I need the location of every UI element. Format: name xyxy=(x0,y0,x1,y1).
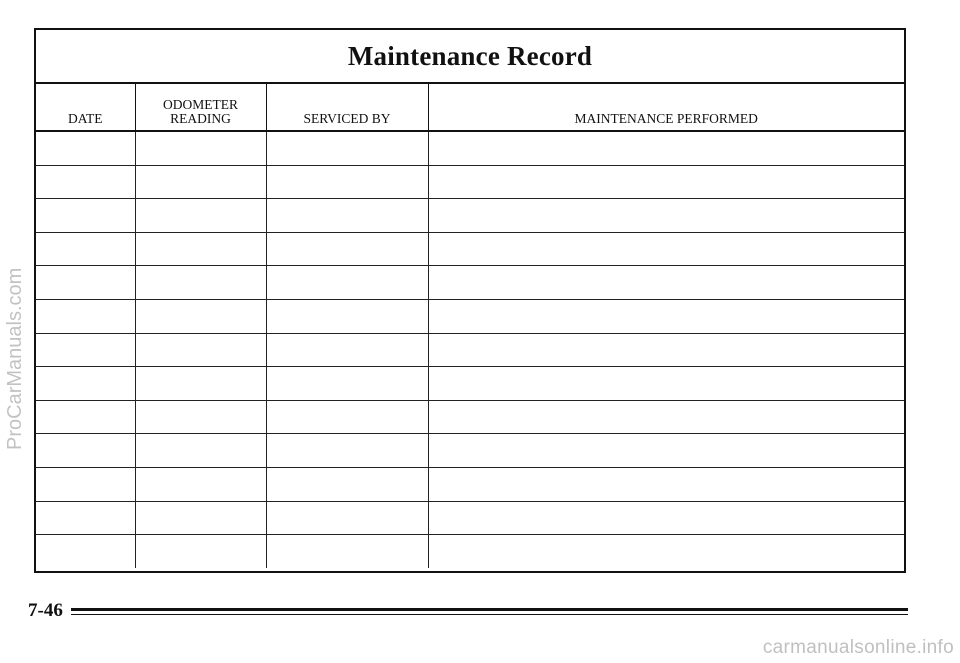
serviced-by-cell xyxy=(266,232,428,266)
date-cell xyxy=(36,266,135,300)
odometer-cell xyxy=(135,199,266,233)
table-row xyxy=(36,400,904,434)
table-row xyxy=(36,131,904,165)
serviced-by-cell xyxy=(266,299,428,333)
maintenance-cell xyxy=(428,400,904,434)
date-cell xyxy=(36,367,135,401)
odometer-cell xyxy=(135,333,266,367)
serviced-by-cell xyxy=(266,199,428,233)
maintenance-record-form xyxy=(34,28,906,573)
maintenance-cell xyxy=(428,467,904,501)
odometer-cell xyxy=(135,367,266,401)
odometer-cell xyxy=(135,501,266,535)
serviced-by-cell xyxy=(266,165,428,199)
odometer-cell xyxy=(135,232,266,266)
date-cell xyxy=(36,199,135,233)
maintenance-cell xyxy=(428,131,904,165)
table-row xyxy=(36,501,904,535)
date-cell xyxy=(36,434,135,468)
maintenance-cell xyxy=(428,333,904,367)
footer-watermark: carmanualsonline.info xyxy=(762,637,954,658)
maintenance-cell xyxy=(428,299,904,333)
table-row xyxy=(36,535,904,568)
serviced-by-cell xyxy=(266,535,428,568)
page-title: Maintenance Record xyxy=(347,40,593,71)
serviced-by-cell xyxy=(266,367,428,401)
odometer-cell xyxy=(135,535,266,568)
date-cell xyxy=(36,400,135,434)
maintenance-log-table xyxy=(36,84,904,568)
maintenance-cell xyxy=(428,266,904,300)
odometer-cell xyxy=(135,467,266,501)
footer-rule xyxy=(71,608,908,615)
serviced-by-cell xyxy=(266,266,428,300)
header-row xyxy=(36,84,904,131)
table-row xyxy=(36,434,904,468)
column-header-date: DATE xyxy=(36,84,135,131)
serviced-by-cell xyxy=(266,434,428,468)
column-header-maintenance: MAINTENANCE PERFORMED xyxy=(428,84,904,131)
odometer-cell xyxy=(135,165,266,199)
date-cell xyxy=(36,165,135,199)
maintenance-cell xyxy=(428,535,904,568)
page-number: 7-46 xyxy=(28,600,63,621)
table-row xyxy=(36,367,904,401)
maintenance-cell xyxy=(428,367,904,401)
date-cell xyxy=(36,333,135,367)
serviced-by-cell xyxy=(266,333,428,367)
maintenance-cell xyxy=(428,501,904,535)
date-cell xyxy=(36,131,135,165)
date-cell xyxy=(36,535,135,568)
odometer-cell xyxy=(135,266,266,300)
log-body xyxy=(36,131,904,568)
date-cell xyxy=(36,501,135,535)
table-row xyxy=(36,199,904,233)
column-header-serviced-by: SERVICED BY xyxy=(266,84,428,131)
date-cell xyxy=(36,467,135,501)
maintenance-cell xyxy=(428,199,904,233)
table-row xyxy=(36,467,904,501)
date-cell xyxy=(36,232,135,266)
odometer-cell xyxy=(135,299,266,333)
serviced-by-cell xyxy=(266,400,428,434)
table-row xyxy=(36,333,904,367)
serviced-by-cell xyxy=(266,501,428,535)
serviced-by-cell xyxy=(266,467,428,501)
column-header-odometer: ODOMETER READING xyxy=(135,84,266,131)
odometer-cell xyxy=(135,131,266,165)
table-row xyxy=(36,299,904,333)
title-bar xyxy=(36,30,904,84)
table-row xyxy=(36,232,904,266)
odometer-cell xyxy=(135,434,266,468)
table-row xyxy=(36,266,904,300)
maintenance-cell xyxy=(428,165,904,199)
maintenance-cell xyxy=(428,232,904,266)
serviced-by-cell xyxy=(266,131,428,165)
table-row xyxy=(36,165,904,199)
odometer-cell xyxy=(135,400,266,434)
date-cell xyxy=(36,299,135,333)
page-footer xyxy=(28,596,908,626)
maintenance-cell xyxy=(428,434,904,468)
side-watermark: ProCarManuals.com xyxy=(4,267,26,450)
